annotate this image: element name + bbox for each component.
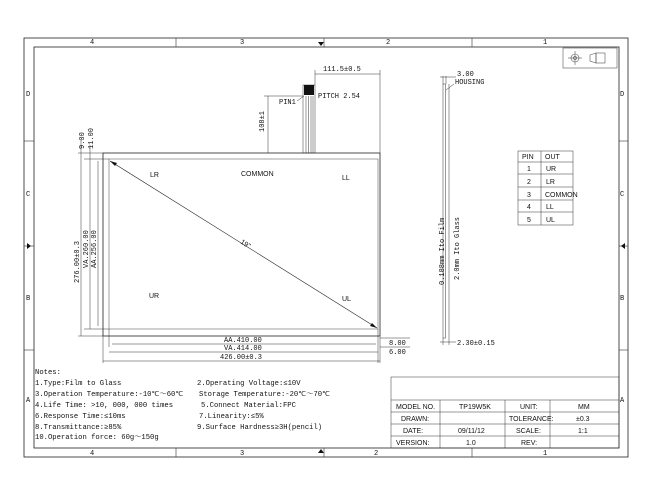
date-label: DATE:	[403, 428, 424, 435]
top-margin-b: 11.00	[88, 127, 96, 149]
zone-bottom-2: 2	[374, 450, 379, 458]
pin-table-out-5: UL	[546, 217, 555, 224]
model-label: MODEL NO.	[396, 404, 436, 411]
zone-right-c: C	[620, 191, 625, 199]
version-label: VERSION:	[396, 440, 430, 447]
side-view	[440, 76, 456, 345]
outer-width-dim: 426.00±0.3	[220, 354, 263, 362]
pin-table-out-4: LL	[546, 204, 554, 211]
outer-height-dim: 276.00±0.3	[74, 240, 82, 283]
film-label: 0.188mm Ito Film	[439, 217, 447, 285]
note-right-1: 2.Operating Voltage:≤10V	[197, 380, 301, 388]
date-value: 09/11/12	[458, 428, 485, 435]
pin-table-pin-2: 2	[527, 179, 531, 186]
va-width-dim: VA.414.00	[224, 345, 262, 353]
note-right-5: 9.Surface Hardness≥3H(pencil)	[197, 424, 323, 432]
zone-bottom-3: 3	[240, 450, 245, 458]
corner-common: COMMON	[241, 171, 274, 178]
note-left-2: 3.Operation Temperature:-10℃～60℃	[35, 391, 184, 399]
fpc-tail	[303, 85, 315, 153]
zone-left-b: B	[26, 295, 31, 303]
pin-table-out-1: UR	[546, 166, 557, 173]
note-left-4: 6.Response Time:≤10ms	[35, 413, 126, 421]
note-right-4: 7.Linearity:≤5%	[199, 413, 264, 421]
note-left-5: 8.Transmittance:≥85%	[35, 424, 122, 432]
pin-table-header-out: OUT	[545, 154, 560, 161]
note-right-3: 5.Connect Material:FPC	[201, 402, 296, 410]
drawn-label: DRAWN:	[401, 416, 430, 423]
pin-table-pin-4: 4	[527, 204, 531, 211]
center-mark-left	[27, 243, 31, 249]
scale-value: 1:1	[578, 428, 588, 435]
glass-label: 2.0mm Ito Glass	[454, 216, 462, 280]
housing-label: HOUSING	[455, 79, 485, 87]
thickness-dim: 2.30±0.15	[457, 340, 495, 348]
zone-right-d: D	[620, 91, 625, 99]
zone-top-3: 3	[240, 39, 245, 47]
pin-table-pin-3: 3	[527, 192, 531, 199]
tolerance-value: ±0.3	[576, 416, 590, 423]
corner-ul: UL	[342, 296, 351, 303]
pin-table-pin-1: 1	[527, 166, 531, 173]
zone-top-4: 4	[90, 39, 95, 47]
corner-ll: LL	[342, 175, 350, 182]
diagonal-label: 19"	[238, 238, 252, 251]
top-margin-a: 9.00	[79, 132, 87, 149]
model-value: TP19W5K	[459, 404, 491, 411]
diagonal-arrow-start	[110, 161, 117, 166]
pin-table-out-2: LR	[546, 179, 555, 186]
notes-title: Notes:	[35, 369, 61, 377]
projection-symbol-icon	[563, 48, 617, 68]
fpc-offset-dim: 111.5±0.5	[323, 66, 361, 74]
note-left-1: 1.Type:Film to Glass	[35, 380, 122, 388]
fpc-offset-dimension	[315, 70, 380, 153]
center-mark-bottom	[318, 449, 324, 453]
bottom-dim-b: 6.00	[389, 349, 406, 357]
zone-left-d: D	[26, 91, 31, 99]
fpc-length-dim: 108±1	[259, 110, 267, 132]
zone-bottom-1: 1	[543, 450, 548, 458]
zone-bottom-4: 4	[90, 450, 95, 458]
zone-top-1: 1	[543, 39, 548, 47]
zone-top-2: 2	[386, 39, 391, 47]
aa-width-dim: AA.410.00	[224, 337, 262, 345]
center-mark-right	[621, 243, 625, 249]
pin-table-header-pin: PIN	[522, 154, 534, 161]
scale-label: SCALE:	[516, 428, 541, 435]
bottom-dim-a: 8.00	[389, 340, 406, 348]
pitch-label: PITCH 2.54	[318, 93, 361, 101]
va-height-dim: VA.260.00	[83, 230, 91, 268]
diagonal-arrow-end	[370, 323, 377, 328]
zone-right-b: B	[620, 295, 625, 303]
version-value: 1.0	[466, 440, 476, 447]
note-right-2: Storage Temperature:-20℃～70℃	[199, 391, 331, 399]
pin-table-out-3: COMMON	[545, 192, 578, 199]
tolerance-label: TOLERANCE:	[509, 416, 554, 423]
fpc-connector	[304, 85, 314, 95]
center-mark-top	[318, 42, 324, 46]
zone-right-a: A	[620, 397, 625, 405]
pin1-label: PIN1	[279, 99, 296, 107]
inner-border	[34, 47, 619, 448]
rev-label: REV:	[521, 440, 538, 447]
zone-left-a: A	[26, 397, 31, 405]
corner-ur: UR	[149, 293, 160, 300]
unit-label: UNIT:	[520, 404, 538, 411]
aa-height-dim: AA.256.00	[91, 230, 99, 268]
unit-value: MM	[578, 404, 590, 411]
corner-lr: LR	[150, 172, 159, 179]
housing-dim: 3.00	[457, 71, 474, 79]
title-block-grid	[391, 377, 619, 448]
pin-table-pin-5: 5	[527, 217, 531, 224]
pin-table-grid	[518, 151, 573, 225]
zone-left-c: C	[26, 191, 31, 199]
note-left-6: 10.Operation force: 60g～150g	[35, 434, 159, 442]
note-left-3: 4.Life Time: >10, 000, 000 times	[35, 402, 174, 410]
